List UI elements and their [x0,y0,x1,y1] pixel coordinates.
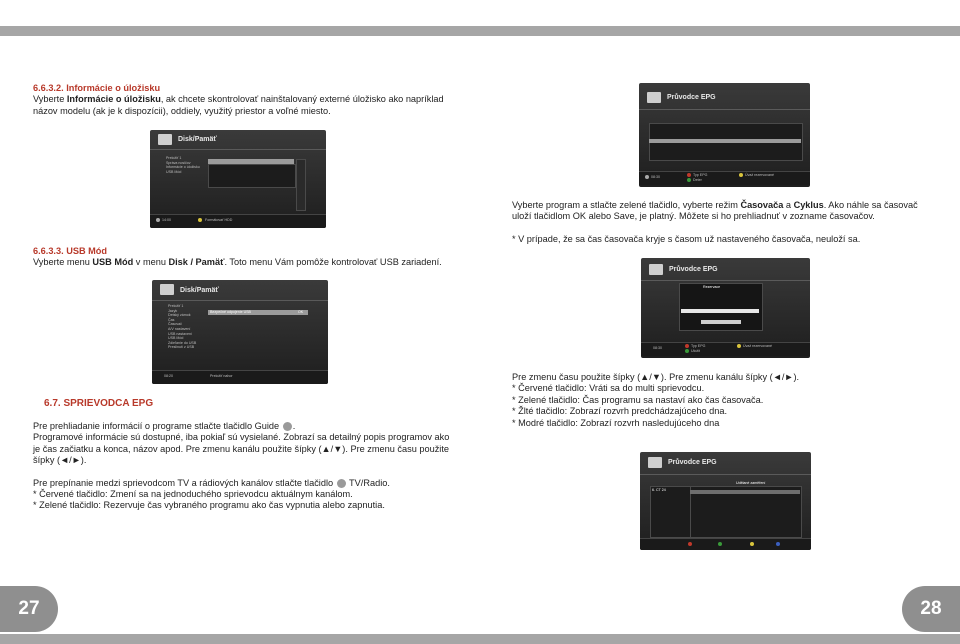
epg-green-button-text: * Zelené tlačidlo: Čas programu sa nastaví ako čas časovača. [512,394,764,405]
screenshot-epg-guide: Průvodce EPG 08:30 Typ EPG Deter Úvaž rezervované [639,83,810,187]
tv-logo-icon [158,134,172,145]
tv-logo-icon [160,284,174,295]
screen-title: Disk/Pamäť [178,136,217,143]
tv-logo-icon [647,92,661,103]
epg-green-button: * Zelené tlačidlo: Rezervuje čas vybraného programu ako čas vypnutia alebo zapnutia. [33,500,385,511]
heading-usb-mode: 6.6.3.3. USB Mód [33,246,108,256]
epg-arrows-text: Pre zmenu času použite šípky (▲/▼). Pre zmenu kanálu šípky (◄/►). [512,372,800,382]
bottom-stripe [0,634,960,644]
screenshot-disk-usb-mode: Disk/Pamäť Preložiť 1 Jazyk Detský zámok Čas Časovač A/V nastavení USB nastavení USB Mód Zdieľanie do USB Preslinutí z USB Bezpečné odpojenie USB OK 08:20 Preložiť nahor [152,280,328,384]
section-usb-mode [33,246,453,269]
section-timer [512,200,932,245]
heading-storage-info: 6.6.3.2. Informácie o úložisku [33,83,161,93]
heading-epg-guide: 6.7. SPRIEVODCA EPG [44,398,154,409]
top-stripe [0,26,960,36]
epg-red-button: * Červené tlačidlo: Zmení sa na jednoduchého sprievodcu aktuálnym kanálom. [33,489,353,500]
screen-menu: Preložiť 1 Správa nosičov Informácie o úložisku USB Mód [166,156,200,174]
section-storage-info [33,83,453,117]
screenshot-disk-storage-info: Disk/Pamäť Preložiť 1 Správa nosičov Informácie o úložisku USB Mód 14:00 Formátovať HDD [150,130,326,228]
epg-info-paragraph: Programové informácie sú dostupné, iba pokiaľ sú vysielané. Zobrazí sa detailný popis programov ako je čas začiatku a konca, názov apod. Pre zmenu kanálu použite šípky (▲/▼). Pre zmenu času použite šípky (◄/►). [33,432,450,466]
storage-info-paragraph: Vyberte Informácie o úložisku, ak chcete skontrolovať nainštalovaný externé úložisko ako napríklad názov modelu (ak je k dispozícii), oddiely, využitý priestor a voľné miesto. [33,94,444,116]
epg-tvradio-paragraph: Pre prepínanie medzi sprievodcom TV a rádiových kanálov stlačte tlačidlo TV/Radio. [33,477,390,488]
epg-guide-paragraph: Pre prehliadanie informácií o programe stlačte tlačidlo Guide . [33,421,296,431]
timer-paragraph: Vyberte program a stlačte zelené tlačidlo, vyberte režim Časovača a Cyklus. Ako náhle sa časovač uloží tlačidlom OK alebo Save, je platný. Môžete si ho prehliadnuť v zozname časovačov. [512,200,918,222]
usb-mode-paragraph: Vyberte menu USB Mód v menu Disk / Pamäť. Toto menu Vám pomôže kontrolovať USB zariadení. [33,257,442,268]
timer-note: * V prípade, že sa čas časovača kryje s časom už nastaveného časovača, neuloží sa. [512,233,861,244]
tv-logo-icon [649,264,663,275]
epg-blue-button-text: * Modré tlačidlo: Zobrazí rozvrh nasledujúceho dna [512,417,720,428]
tv-logo-icon [648,457,662,468]
page-number-left: 27 [0,586,58,632]
screenshot-epg-reservation: Průvodce EPG Rezervace 08:30 Typ EPG Uložit Úvaž rezervované [641,258,810,358]
tv-radio-button-icon [337,479,346,488]
epg-yellow-button-text: * Žlté tlačidlo: Zobrazí rozvrh predchádzajúceho dna. [512,406,728,417]
section-epg [33,421,453,512]
epg-red-button-text: * Červené tlačidlo: Vráti sa do multi sprievodcu. [512,383,705,394]
section-epg-buttons [512,372,932,429]
screen-menu: Preložiť 1 Jazyk Detský zámok Čas Časovač A/V nastavení USB nastavení USB Mód Zdieľanie do USB Preslinutí z USB [168,304,197,350]
guide-button-icon [283,422,292,431]
screenshot-epg-schedule: Průvodce EPG 6. CT 24 Udělané zaměření [640,452,811,550]
page-number-right: 28 [902,586,960,632]
